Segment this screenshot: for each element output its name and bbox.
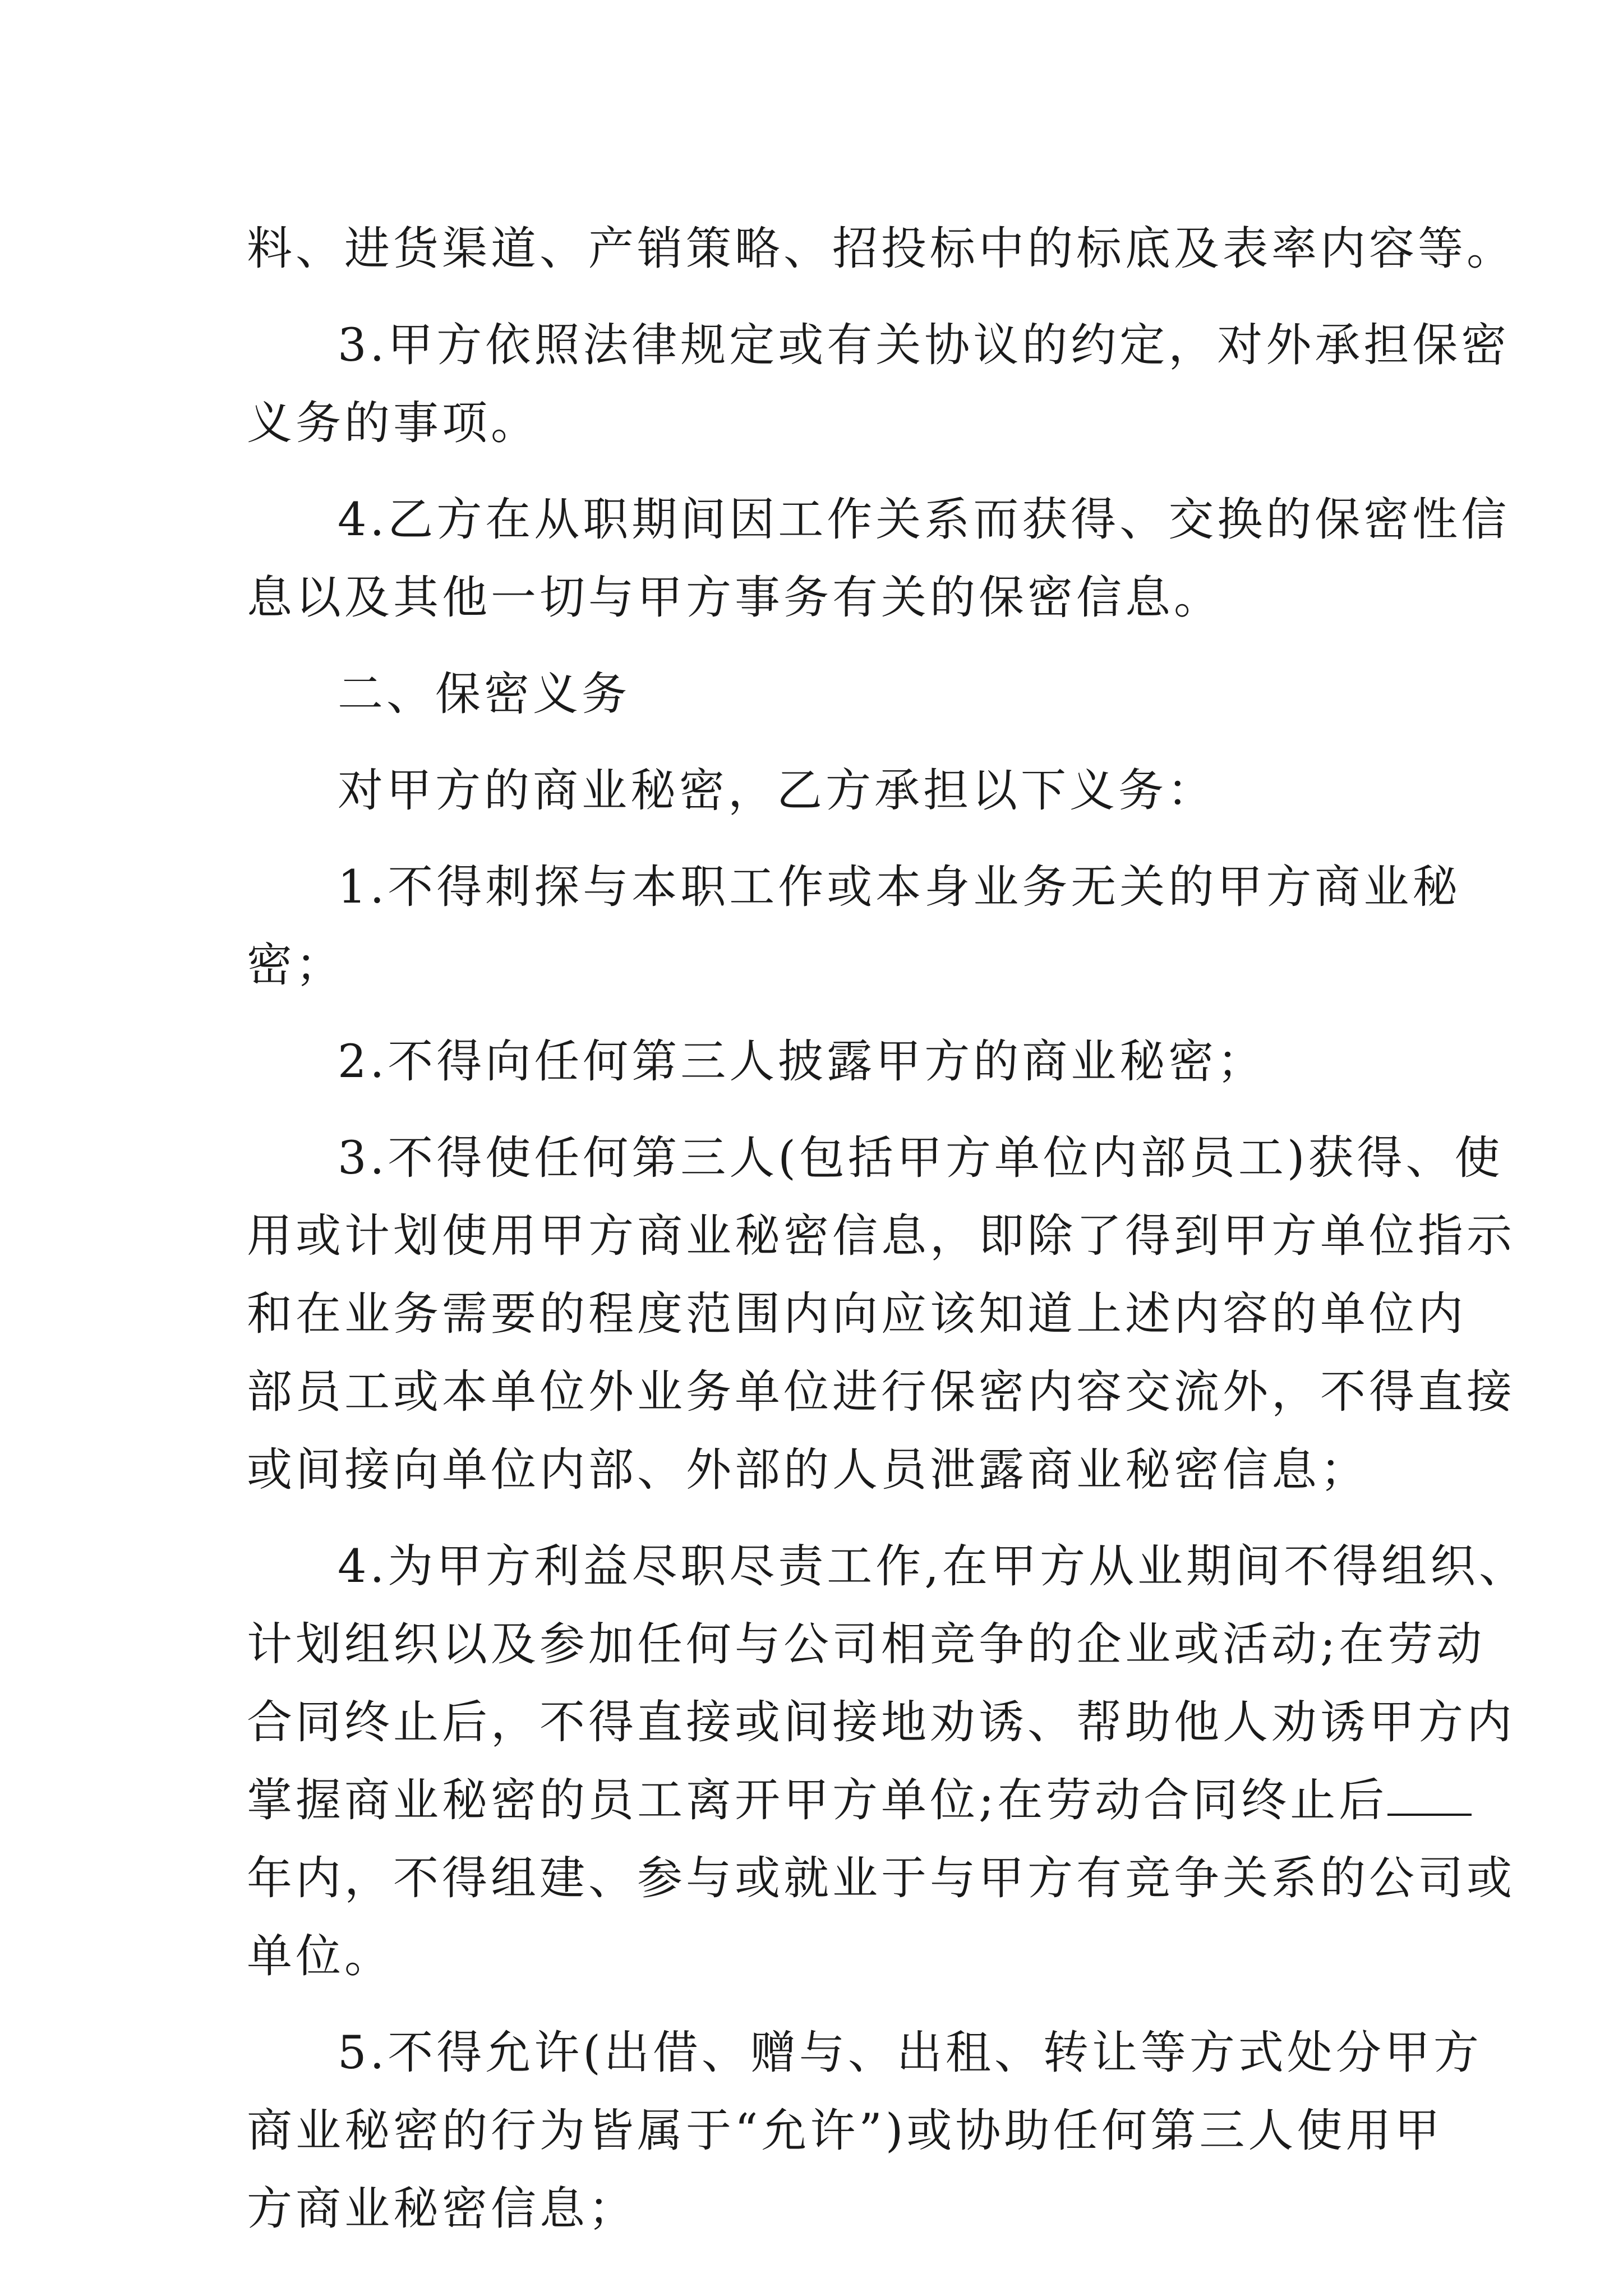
section-intro: 对甲方的商业秘密，乙方承担以下义务： bbox=[338, 765, 1216, 817]
section-heading: 二、保密义务 bbox=[338, 668, 631, 721]
document-body bbox=[247, 210, 1528, 2248]
duty-3-line-4: 部员工或本单位外业务单位进行保密内容交流外，不得直接 bbox=[247, 1366, 1516, 1419]
duty-3-line-3: 和在业务需要的程度范围内向应该知道上述内容的单位内 bbox=[247, 1288, 1467, 1341]
paragraph-line: 料、进货渠道、产销策略、招投标中的标底及表率内容等。 bbox=[247, 223, 1516, 275]
clause-4-line-2: 息以及其他一切与甲方事务有关的保密信息。 bbox=[247, 572, 1223, 624]
duty-3-line-1: 3.不得使任何第三人(包括甲方单位内部员工)获得、使 bbox=[338, 1132, 1504, 1185]
clause-3-line-1: 3.甲方依照法律规定或有关协议的约定，对外承担保密 bbox=[338, 319, 1510, 372]
duty-4-line-4 bbox=[247, 1762, 1391, 1840]
duty-5-line-1: 5.不得允许(出借、赠与、出租、转让等方式处分甲方 bbox=[338, 2027, 1482, 2079]
duty-4-line-1: 4.为甲方利益尽职尽责工作,在甲方从业期间不得组织、 bbox=[338, 1540, 1528, 1593]
duty-5-line-2: 商业秘密的行为皆属于“允许”)或协助任何第三人使用甲 bbox=[247, 2105, 1444, 2157]
duty-4-line-2: 计划组织以及参加任何与公司相竞争的企业或活动;在劳动 bbox=[247, 1618, 1486, 1671]
duty-5-line-3: 方商业秘密信息； bbox=[247, 2183, 638, 2235]
duty-2-line-1: 2.不得向任何第三人披露甲方的商业秘密； bbox=[338, 1036, 1266, 1088]
duty-3-line-2: 用或计划使用甲方商业秘密信息，即除了得到甲方单位指示 bbox=[247, 1210, 1516, 1263]
duty-4-line-3: 合同终止后，不得直接或间接地劝诱、帮助他人劝诱甲方内 bbox=[247, 1696, 1516, 1749]
clause-4-line-1: 4.乙方在从职期间因工作关系而获得、交换的保密性信 bbox=[338, 494, 1510, 546]
duty-1-line-2: 密； bbox=[247, 939, 345, 992]
duty-4-line-5: 年内，不得组建、参与或就业于与甲方有竞争关系的公司或 bbox=[247, 1852, 1516, 1905]
duty-4-line-6: 单位。 bbox=[247, 1930, 394, 1983]
duty-1-line-1: 1.不得刺探与本职工作或本身业务无关的甲方商业秘 bbox=[338, 861, 1461, 914]
duty-4-line-4-text: 掌握商业秘密的员工离开甲方单位;在劳动合同终止后 bbox=[247, 1774, 1388, 1827]
fill-in-blank bbox=[1387, 1774, 1472, 1816]
duty-3-line-5: 或间接向单位内部、外部的人员泄露商业秘密信息； bbox=[247, 1444, 1370, 1497]
clause-3-line-2: 义务的事项。 bbox=[247, 397, 540, 450]
